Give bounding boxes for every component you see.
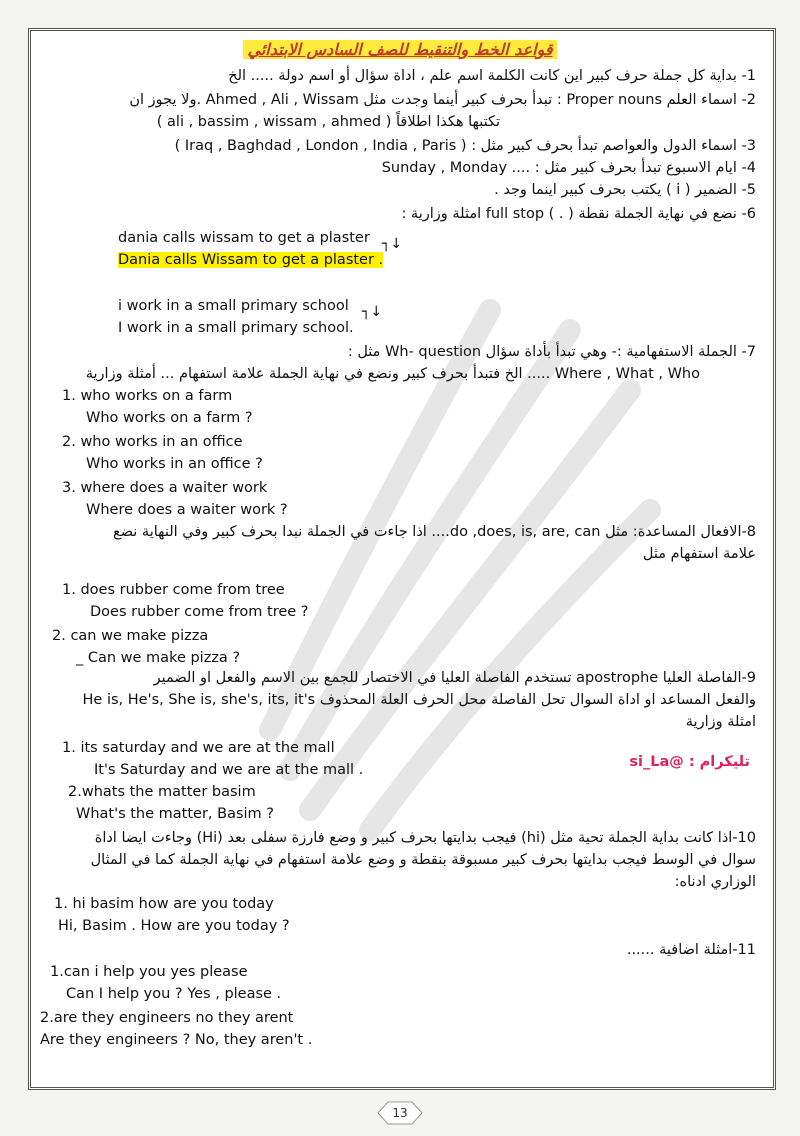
a2-wrong: 2. can we make pizza <box>52 628 209 644</box>
rule-7-cont: Where , What , Who ..... الخ فتبدأ بحرف كبير ونضع في نهاية الجملة علامة استفهام ... أمثلة وزارية <box>85 366 700 382</box>
a2-correct: _ Can we make pizza ? <box>76 650 241 666</box>
rule-1: 1- بداية كل جملة حرف كبير اين كانت الكلمة اسم علم ، اداة سؤال أو اسم دولة ..... الخ <box>228 68 756 84</box>
p1-wrong: 1. its saturday and we are at the mall <box>62 740 335 756</box>
a1-correct: Does rubber come from tree ? <box>90 604 309 620</box>
arrow-down-icon: ┐↓ <box>382 236 403 252</box>
q1-correct: Who works on a farm ? <box>86 410 253 426</box>
rule-2: 2- اسماء العلم Proper nouns : تبدأ بحرف كبير أينما وجدت مثل Ahmed , Ali , Wissam .ولا يجوز ان <box>129 92 756 108</box>
x2-wrong: 2.are they engineers no they arent <box>40 1010 294 1026</box>
q1-wrong: 1. who works on a farm <box>62 388 233 404</box>
q2-correct: Who works in an office ? <box>86 456 263 472</box>
a1-wrong: 1. does rubber come from tree <box>62 582 285 598</box>
q3-wrong: 3. where does a waiter work <box>62 480 268 496</box>
arrow-down-icon: ┐↓ <box>362 304 383 320</box>
x1-correct: Can I help you ? Yes , please . <box>66 986 282 1002</box>
h1-correct: Hi, Basim . How are you today ? <box>58 918 290 934</box>
rule-10-cont: سوال في الوسط فيجب بدايتها بحرف كبير مسبوقة بنقطة و وضع علامة استفهام في نهاية الجملة كما في المثال <box>90 852 756 868</box>
q2-wrong: 2. who works in an office <box>62 434 243 450</box>
rule-9: 9-الفاصلة العليا apostrophe تستخدم الفاصلة العليا في الاختصار للجمع بين الاسم والفعل او الضمير <box>153 670 756 686</box>
rule-7: 7- الجملة الاستفهامية :- وهي تبدأ بأداة سؤال Wh- question مثل : <box>347 344 756 360</box>
example-6b-wrong: i work in a small primary school <box>118 298 349 314</box>
q3-correct: Where does a waiter work ? <box>86 502 288 518</box>
rule-8: 8-الافعال المساعدة: مثل do ,does, is, are, can.... اذا جاءت في الجملة نبدا بحرف كبير وفي النهاية نضع <box>112 524 756 540</box>
rule-10: 10-اذا كانت بداية الجملة تحية مثل (hi) فيجب بدايتها بحرف كبير و وضع فارزة سفلى بعد (Hi) وجاءت ايضا اداة <box>94 830 756 846</box>
rule-2-cont: تكتبها هكذا اطلاقاً ( ali , bassim , wissam , ahmed ) <box>156 114 500 130</box>
rule-5: 5- الضمير ( i ) يكتب بحرف كبير اينما وجد . <box>494 182 756 198</box>
p2-correct: What's the matter, Basim ? <box>76 806 274 822</box>
h1-wrong: 1. hi basim how are you today <box>54 896 274 912</box>
p2-wrong: 2.whats the matter basim <box>68 784 256 800</box>
rule-10-cont2: الوزاري ادناه: <box>674 874 756 890</box>
page-title: قواعد الخط والتنقيط للصف السادس الابتدائي <box>0 40 800 59</box>
rule-8-cont: علامة استفهام مثل <box>642 546 756 562</box>
x1-wrong: 1.can i help you yes please <box>50 964 248 980</box>
rule-11: 11-امثلة اضافية ...... <box>626 942 756 958</box>
rule-4: 4- ايام الاسبوع تبدأ بحرف كبير مثل : .... Sunday , Monday <box>381 160 756 176</box>
rule-9-examples: امثلة وزارية <box>685 714 756 730</box>
example-6b-correct: I work in a small primary school. <box>118 320 354 336</box>
rule-9-cont: والفعل المساعد او اداة السوال تحل الفاصلة محل الحرف العلة المحذوف He is, He's, She is, she's, its, it's <box>82 692 756 708</box>
rule-6: 6- نضع في نهاية الجملة نقطة ( . ) full stop امثلة وزارية : <box>401 206 756 222</box>
x2-correct: Are they engineers ? No, they aren't . <box>40 1032 313 1048</box>
page-number: 13 <box>370 1098 430 1128</box>
rule-3: 3- اسماء الدول والعواصم تبدأ بحرف كبير مثل : ( Iraq , Baghdad , London , India , Paris ) <box>174 138 756 154</box>
example-6a-correct: Dania calls Wissam to get a plaster . <box>118 252 384 268</box>
telegram-handle: تليكرام : @si_La <box>629 754 750 770</box>
p1-correct: It's Saturday and we are at the mall . <box>94 762 364 778</box>
example-6a-wrong: dania calls wissam to get a plaster <box>118 230 370 246</box>
